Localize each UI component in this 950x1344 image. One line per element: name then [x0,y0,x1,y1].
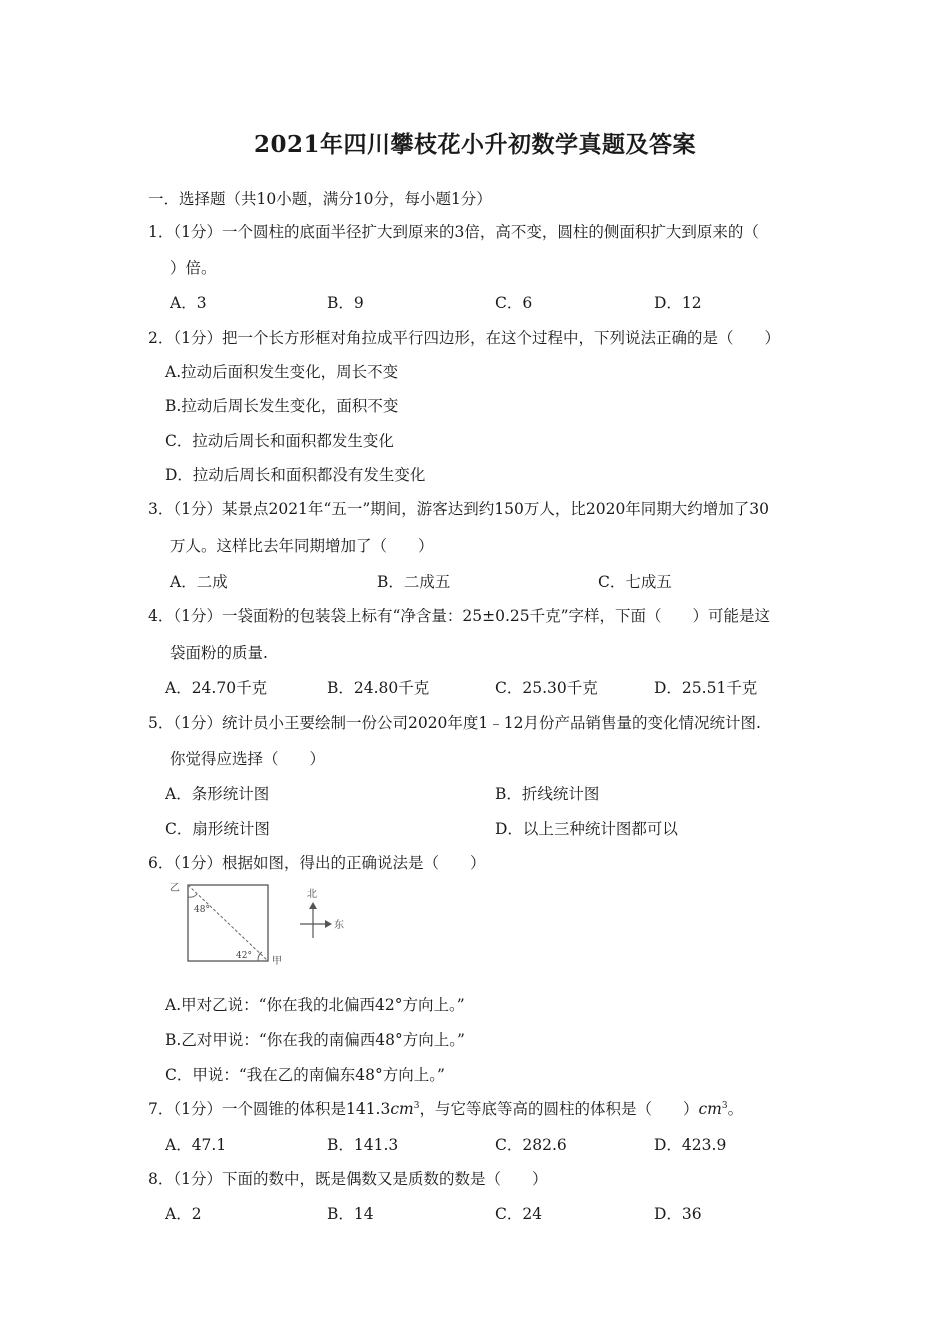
diagonal-line [188,885,268,961]
north-arrow-icon [309,902,317,909]
q7-line [148,1097,743,1119]
q8-line1: 8．（1分）下面的数中，既是偶数又是质数的数是（ ） [148,1170,548,1188]
q8-option-a: A．2 [165,1205,202,1223]
q5-option-b: B．折线统计图 [495,785,600,803]
q4-option-d: D．25.51千克 [654,679,758,697]
q1-option-b: B．9 [327,294,364,312]
q3-line1: 3．（1分）某景点2021年“五一”期间，游客达到约150万人，比2020年同期大约增加了30 [148,500,770,518]
q6-option-c: C．甲说：“我在乙的南偏东48°方向上。” [165,1066,445,1084]
q1-line2: ）倍。 [170,259,217,277]
q5-line1: 5．（1分）统计员小王要绘制一份公司2020年度1﹣12月份产品销售量的变化情况统计图. [148,714,761,732]
q5-line2: 你觉得应选择（ ） [170,750,326,768]
q1-option-c: C．6 [495,294,533,312]
q4-option-c: C．25.30千克 [495,679,598,697]
direction-diagram [168,880,358,966]
label-yi: 乙 [170,883,180,894]
q2-option-b: B.拉动后周长发生变化，面积不变 [165,397,399,415]
q8-option-c: C．24 [495,1205,543,1223]
section-heading: 一．选择题（共10小题，满分10分，每小题1分） [148,190,492,208]
q3-option-b: B．二成五 [377,573,451,591]
q3-option-c: C．七成五 [598,573,672,591]
q5-option-a: A．条形统计图 [165,785,270,803]
q5-option-d: D．以上三种统计图都可以 [495,820,678,838]
q7-exp-2: 3 [721,1100,728,1111]
label-north: 北 [307,889,317,900]
q4-line1: 4．（1分）一袋面粉的包装袋上标有“净含量：25±0.25千克”字样，下面（ ）可能是这 [148,607,771,625]
angle-arc-bottom [258,952,262,961]
q7-unit-1: cm [390,1100,414,1118]
q7-option-c: C．282.6 [495,1136,567,1154]
q8-option-d: D．36 [654,1205,702,1223]
direction-figure [168,880,358,970]
q7-unit-2: cm [698,1100,722,1118]
q7-exp-1: 3 [413,1100,420,1111]
q8-option-b: B．14 [327,1205,374,1223]
q4-option-b: B．24.80千克 [327,679,430,697]
q4-line2: 袋面粉的质量. [170,644,268,662]
q6-option-a: A.甲对乙说：“你在我的北偏西42°方向上。” [165,996,465,1014]
q7-option-b: B．141.3 [327,1136,399,1154]
q7-text-2: ，与它等底等高的圆柱的体积是（ ） [419,1100,699,1118]
q1-line1: 1．（1分）一个圆柱的底面半径扩大到原来的3倍，高不变，圆柱的侧面积扩大到原来的（ [148,223,759,241]
q3-line2: 万人。这样比去年同期增加了（ ） [170,537,434,555]
q2-line1: 2．（1分）把一个长方形框对角拉成平行四边形，在这个过程中，下列说法正确的是（ ） [148,329,780,347]
q7-text-1: 7．（1分）一个圆锥的体积是141.3 [148,1100,391,1118]
q7-option-a: A．47.1 [165,1136,227,1154]
q6-line1: 6．（1分）根据如图，得出的正确说法是（ ） [148,854,486,872]
page-title: 2021年四川攀枝花小升初数学真题及答案 [253,131,696,158]
label-jia: 甲 [272,956,282,966]
angle-label-42: 42° [236,951,252,961]
q2-option-c: C．拉动后周长和面积都发生变化 [165,432,394,450]
q6-option-b: B.乙对甲说：“你在我的南偏西48°方向上。” [165,1031,465,1049]
east-arrow-icon [325,920,332,928]
q1-option-a: A．3 [170,294,207,312]
angle-label-48: 48° [194,905,210,915]
q1-option-d: D．12 [654,294,702,312]
q2-option-d: D．拉动后周长和面积都没有发生变化 [165,466,426,484]
q2-option-a: A.拉动后面积发生变化，周长不变 [165,363,399,381]
q4-option-a: A．24.70千克 [165,679,268,697]
q5-option-c: C．扇形统计图 [165,820,270,838]
q7-option-d: D．423.9 [654,1136,727,1154]
label-east: 东 [334,920,344,931]
q3-option-a: A．二成 [170,573,228,591]
q7-text-3: 。 [727,1100,744,1118]
angle-arc-top [188,894,197,897]
